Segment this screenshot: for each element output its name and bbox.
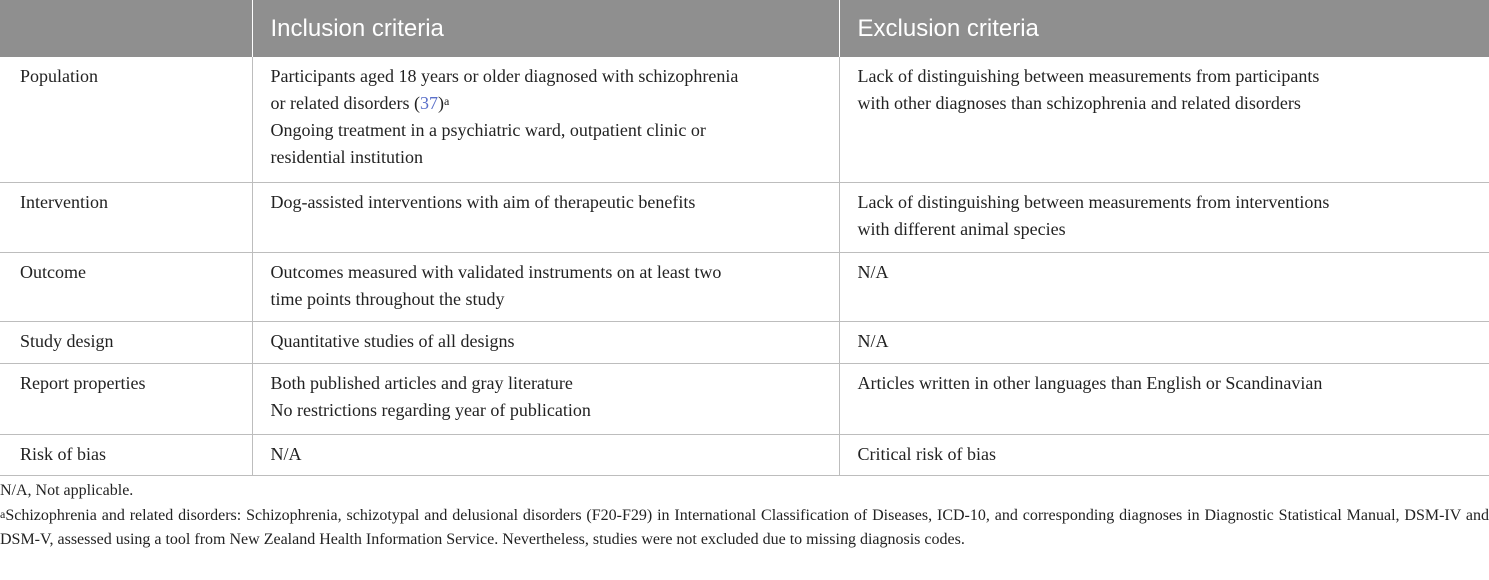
- inclusion-cell: [252, 322, 839, 364]
- inclusion-cell: [252, 435, 839, 476]
- exclusion-cell: [839, 322, 1489, 364]
- cell-text: with other diagnoses than schizophrenia and related disorders: [857, 93, 1301, 113]
- exclusion-cell: [839, 57, 1489, 183]
- cell-text: or related disorders (: [270, 93, 420, 113]
- inclusion-cell: [252, 364, 839, 435]
- cell-text: No restrictions regarding year of publication: [270, 400, 591, 420]
- cell-text: Outcomes measured with validated instruments on at least two: [270, 262, 722, 282]
- cell-text: N/A: [270, 444, 302, 464]
- table-row: [0, 435, 1489, 476]
- row-label: Outcome: [0, 253, 252, 322]
- cell-text-with-ref: [271, 90, 821, 117]
- exclusion-cell: [839, 364, 1489, 435]
- header-cell-empty: [0, 0, 252, 57]
- inclusion-cell: [252, 57, 839, 183]
- header-exclusion: Exclusion criteria: [839, 0, 1489, 57]
- row-label: Population: [0, 57, 252, 183]
- footnote-marker: a: [0, 507, 6, 521]
- header-inclusion: Inclusion criteria: [252, 0, 839, 57]
- cell-text: with different animal species: [857, 219, 1066, 239]
- cell-text: Lack of distinguishing between measurements from participants: [857, 66, 1320, 86]
- cell-text: Participants aged 18 years or older diagnosed with schizophrenia: [270, 66, 739, 86]
- row-label: Intervention: [0, 183, 252, 253]
- row-label: Risk of bias: [0, 435, 252, 476]
- exclusion-cell: [839, 183, 1489, 253]
- inclusion-cell: [252, 253, 839, 322]
- table-footnotes: [0, 479, 1489, 552]
- inclusion-cell: [252, 183, 839, 253]
- cell-text: Critical risk of bias: [857, 444, 996, 464]
- exclusion-cell: [839, 435, 1489, 476]
- row-label: Report properties: [0, 364, 252, 435]
- cell-text: time points throughout the study: [270, 289, 505, 309]
- footnote-marker: a: [443, 94, 450, 108]
- footnote-a: [0, 504, 1489, 552]
- table-row: [0, 364, 1489, 435]
- cell-text: Both published articles and gray literature: [270, 373, 573, 393]
- table-row: [0, 183, 1489, 253]
- cell-text: N/A: [857, 262, 889, 282]
- cell-text: Articles written in other languages than English or Scandinavian: [857, 373, 1323, 393]
- cell-text: residential institution: [270, 147, 423, 167]
- row-label: Study design: [0, 322, 252, 364]
- exclusion-cell: [839, 253, 1489, 322]
- footnote-abbreviation: N/A, Not applicable.: [0, 482, 134, 499]
- footnote-text: Schizophrenia and related disorders: Schizophrenia, schizotypal and delusional disorders (F20-F29) in International Classification of Diseases, ICD-10, and corresponding diagnoses in Diagnostic Statistical Manual, DSM-IV and DSM-V, assessed using a tool from New Zealand Health Information Service. Nevertheless, studies were not excluded due to missing diagnosis codes.: [0, 507, 1489, 548]
- cell-text: Dog-assisted interventions with aim of therapeutic benefits: [270, 192, 696, 212]
- cell-text: N/A: [857, 331, 889, 351]
- table-row: [0, 322, 1489, 364]
- table-row: [0, 253, 1489, 322]
- cell-text: Lack of distinguishing between measurements from interventions: [857, 192, 1330, 212]
- cell-text: Quantitative studies of all designs: [270, 331, 515, 351]
- header-row: [0, 0, 1489, 57]
- table-row: [0, 57, 1489, 183]
- reference-link[interactable]: 37: [419, 93, 438, 113]
- cell-text: Ongoing treatment in a psychiatric ward, outpatient clinic or: [270, 120, 706, 140]
- cell-text: ): [437, 93, 444, 113]
